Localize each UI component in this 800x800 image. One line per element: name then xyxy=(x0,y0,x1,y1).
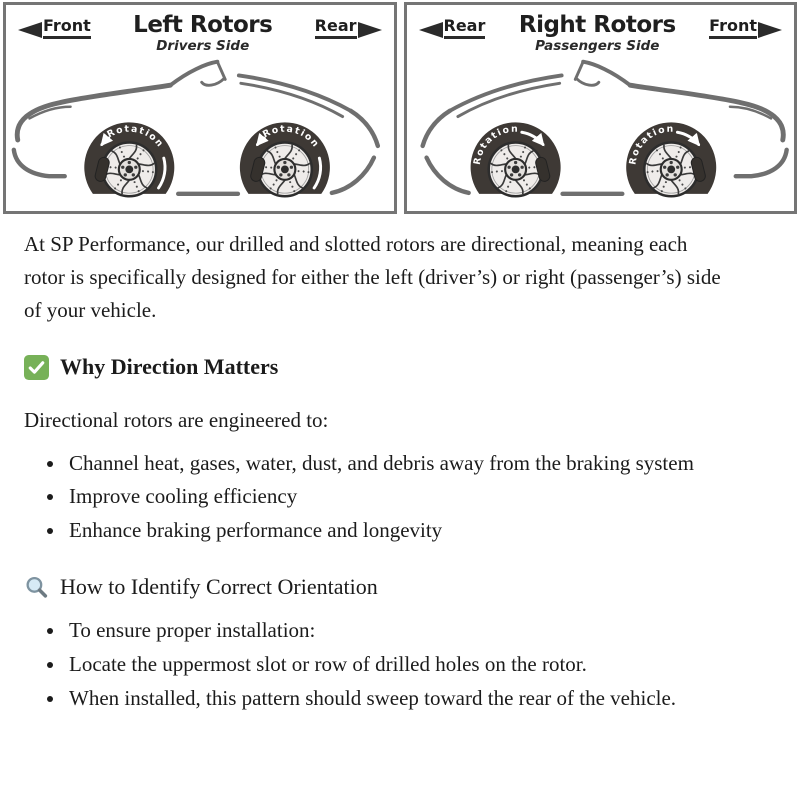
list-item: • When installed, this pattern should sweep toward the rear of the vehicle. xyxy=(66,682,726,715)
rear-direction-label xyxy=(315,17,382,39)
right-rotors-panel xyxy=(404,2,798,214)
direction-text: Rear xyxy=(315,17,357,39)
front-direction-label xyxy=(709,17,782,39)
right-car-illustration xyxy=(407,50,795,211)
right-panel-titles xyxy=(485,12,709,54)
rotation-label: Rotation xyxy=(471,123,519,166)
left-panel-header xyxy=(6,5,394,54)
left-panel-titles xyxy=(91,12,315,54)
direction-text: Front xyxy=(709,17,757,39)
article-body xyxy=(0,228,800,714)
list-item: • Improve cooling efficiency xyxy=(66,480,726,513)
direction-text: Front xyxy=(43,17,91,39)
left-arrow-icon xyxy=(419,22,443,38)
rotation-label: Rotation xyxy=(105,123,167,151)
left-car-illustration xyxy=(6,50,394,211)
heading-text: Why Direction Matters xyxy=(60,354,279,380)
check-mark-emoji-icon xyxy=(24,355,49,380)
magnifying-glass-emoji-icon xyxy=(24,575,49,600)
lead-paragraph: Directional rotors are engineered to: xyxy=(24,408,329,433)
right-arrow-icon xyxy=(758,22,782,38)
car-body-sketch-mirrored xyxy=(422,62,786,197)
rotor-direction-diagram xyxy=(0,0,800,214)
direction-text: Rear xyxy=(444,17,486,39)
front-direction-label xyxy=(18,17,91,39)
list-item: • Locate the uppermost slot or row of drilled holes on the rotor. xyxy=(66,648,726,681)
list-item: • Enhance braking performance and longevity xyxy=(66,514,726,547)
orientation-list xyxy=(24,614,726,714)
right-panel-header xyxy=(407,5,795,54)
intro-paragraph: At SP Performance, our drilled and slotted rotors are directional, meaning each rotor is specifically designed for either the left (driver’s) or right (passenger’s) side of your vehicle. xyxy=(24,232,721,322)
heading-text: How to Identify Correct Orientation xyxy=(60,574,378,600)
heading-why-direction-matters xyxy=(24,350,726,384)
panel-subtitle: Drivers Side xyxy=(156,38,250,54)
left-rotors-panel xyxy=(3,2,397,214)
panel-title: Left Rotors xyxy=(133,12,273,38)
panel-title: Right Rotors xyxy=(518,12,676,38)
rotation-label: Rotation xyxy=(260,123,322,151)
rear-direction-label xyxy=(419,17,486,39)
left-arrow-icon xyxy=(18,22,42,38)
heading-identify-orientation xyxy=(24,570,726,604)
panel-subtitle: Passengers Side xyxy=(535,38,660,54)
list-item: • To ensure proper installation: xyxy=(66,614,726,647)
rotation-label: Rotation xyxy=(626,123,675,166)
list-item: • Channel heat, gases, water, dust, and debris away from the braking system xyxy=(66,447,726,480)
benefits-list xyxy=(24,447,726,547)
right-arrow-icon xyxy=(358,22,382,38)
